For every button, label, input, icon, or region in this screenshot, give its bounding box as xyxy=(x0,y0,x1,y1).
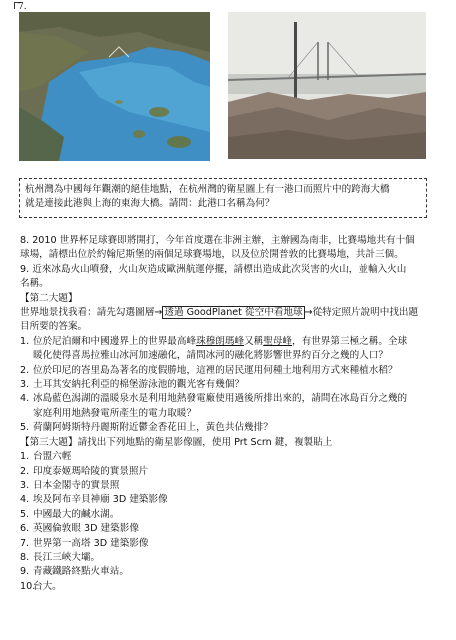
question-line: 名稱。 xyxy=(20,278,49,290)
section2-intro xyxy=(20,306,438,320)
list-item xyxy=(20,522,438,536)
caption-line: 就是連接此港與上海的東海大橋。請問：此港口名稱為何？ xyxy=(25,198,275,209)
intro-text: 世界地景找我看：請先勾選圖層→ xyxy=(20,307,163,319)
item-text: 台大。 xyxy=(33,580,62,592)
item-number: 1. xyxy=(20,451,30,463)
list-item xyxy=(20,551,438,565)
questions-section xyxy=(20,234,438,594)
item-number: 4. xyxy=(20,494,30,506)
question-caption-box xyxy=(19,178,427,218)
list-item xyxy=(20,378,438,392)
item-number: 2. xyxy=(20,465,30,477)
item-text: 土耳其安納托利亞的棉堡游泳池的觀光客有幾個？ xyxy=(33,379,245,391)
item-number: 6. xyxy=(20,523,30,535)
list-item xyxy=(20,479,438,493)
underlined-term: 珠穆朗瑪峰 xyxy=(196,335,245,347)
satellite-map-image xyxy=(19,12,210,161)
section2-header: 【第二大題】 xyxy=(20,292,78,304)
item-number: 8. xyxy=(20,551,30,563)
item-text: 位於尼泊爾和中國邊界上的世界最高峰 xyxy=(33,335,197,347)
section2-list xyxy=(20,335,438,436)
list-item xyxy=(20,580,438,594)
list-item xyxy=(20,565,438,579)
item-number: 3. xyxy=(20,479,30,491)
item-text: 日本金閣寺的實景照 xyxy=(33,479,120,491)
list-item xyxy=(20,450,438,464)
item-text: 冰島藍色潟湖的溫暖泉水是利用地熱發電廠使用過後所排出來的，請問在冰島百分之幾的 xyxy=(33,393,408,405)
item-text: 位於印尼的峇里島為著名的度假勝地，這裡的居民運用何種土地利用方式來種植水稻？ xyxy=(33,364,398,376)
item-number: 1. xyxy=(20,335,30,347)
list-item xyxy=(20,493,438,507)
item-text: 英國倫敦眼 3D 建築影像 xyxy=(33,523,139,535)
caption-line: 杭州灣為中國每年觀潮的絕佳地點，在杭州灣的衛星圖上有一港口而照片中的跨海大橋 xyxy=(25,184,390,195)
item-text: 中國最大的鹹水湖。 xyxy=(33,508,120,520)
intro-text: 請找出下列地點的衛星影像圖，使用 Prt Scrn 鍵，複製貼上 xyxy=(77,436,333,448)
intro-text: →從特定照片說明中找出題 xyxy=(304,307,419,319)
section3-intro xyxy=(20,436,438,450)
sea-bridge-photo xyxy=(228,12,426,159)
item-text: 印度泰姬瑪哈陵的實景照片 xyxy=(33,465,149,477)
item-number: 3. xyxy=(20,379,30,391)
item-number: 7. xyxy=(20,537,30,549)
item-text: 又稱 xyxy=(244,335,264,347)
section3-list xyxy=(20,450,438,594)
question-line: 9. 近來冰島火山噴發，火山灰造成歐洲航運停擺，請標出造成此次災害的火山，並輸入火山 xyxy=(20,263,407,275)
item-text: ，有世界第三極之稱。全球 xyxy=(292,335,408,347)
list-item xyxy=(20,364,438,378)
item-number: 10. xyxy=(20,580,36,592)
section2-intro-cont: 目所要的答案。 xyxy=(20,321,88,333)
item-text: 家庭利用地熱發電所產生的電力取暖？ xyxy=(33,407,197,419)
item-number: 2. xyxy=(20,364,30,376)
item-number: 4. xyxy=(20,393,30,405)
list-item xyxy=(20,537,438,551)
item-text: 長江三峽大壩。 xyxy=(33,551,101,563)
list-item xyxy=(20,392,438,421)
item-number: 9. xyxy=(20,566,30,578)
item-number: 5. xyxy=(20,508,30,520)
list-item xyxy=(20,508,438,522)
item-text: 世界第一高塔 3D 建築影像 xyxy=(33,537,149,549)
list-item xyxy=(20,335,438,364)
section3-header: 【第三大題】 xyxy=(20,436,78,448)
page-number: 7. xyxy=(18,2,27,12)
item-number: 5. xyxy=(20,422,30,434)
question-line: 8. 2010 世界杯足球賽即將開打，今年首度選在非洲主辦，主辦國為南非，比賽場地共有十個 xyxy=(20,235,415,246)
item-text: 青藏鐵路終點火車站。 xyxy=(33,566,129,578)
list-item xyxy=(20,421,438,435)
list-item xyxy=(20,465,438,479)
item-text: 暖化使得喜馬拉雅山冰河加速融化，請問冰河的融化將影響世界約百分之幾的人口？ xyxy=(33,350,388,362)
item-text: 台盟六輕 xyxy=(33,451,72,463)
underlined-term: 聖母峰 xyxy=(263,335,293,347)
item-text: 埃及阿布辛貝神廟 3D 建築影像 xyxy=(33,494,168,506)
question-line: 球場，請標出位於約翰尼斯堡的兩個足球賽場地，以及位於開普敦的比賽場地，共計三個。 xyxy=(20,249,404,261)
layer-option-label: 透過 GoodPlanet 從空中看地球 xyxy=(164,307,303,319)
item-text: 荷蘭阿姆斯特丹麗斯附近鬱金香花田上，黃色共佔幾排？ xyxy=(33,422,273,434)
